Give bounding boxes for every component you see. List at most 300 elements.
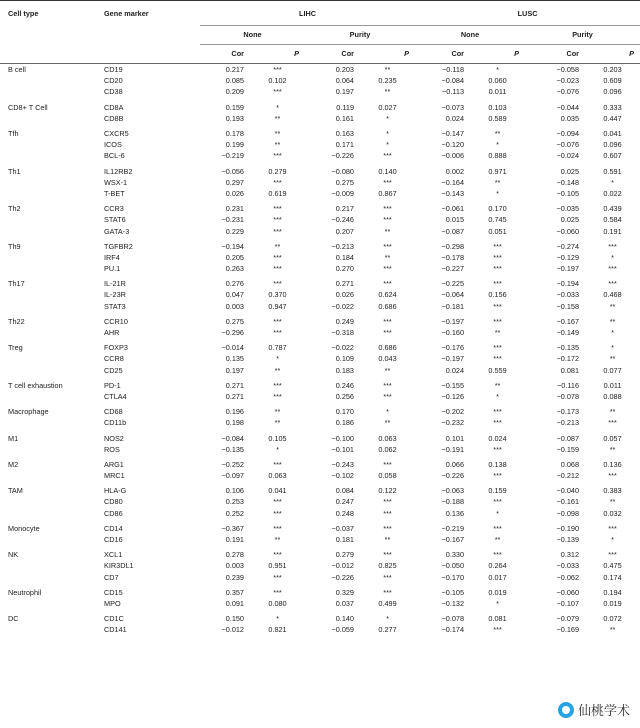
- cell-type: [0, 252, 100, 263]
- p-value: ***: [493, 407, 502, 417]
- cor-value: −0.149: [556, 328, 580, 338]
- p-value: 0.609: [603, 76, 622, 86]
- p-value: ***: [273, 65, 282, 75]
- cor-value: −0.076: [556, 140, 580, 150]
- p-value: 0.024: [488, 433, 507, 443]
- p-value: ***: [493, 418, 502, 428]
- table-row: [0, 519, 640, 534]
- p-value: ***: [493, 252, 502, 262]
- p-value: *: [496, 140, 499, 150]
- p-value: ***: [383, 204, 392, 214]
- cell-type: Th2: [8, 204, 21, 214]
- p-value: 0.011: [603, 380, 622, 390]
- cor-value: 0.171: [335, 140, 354, 150]
- p-value: **: [384, 87, 391, 97]
- p-value: **: [384, 226, 391, 236]
- p-value: 0.447: [603, 113, 622, 123]
- table-row: [0, 312, 640, 327]
- header-lusc: LUSC: [415, 1, 640, 26]
- p-value: 0.559: [488, 365, 507, 375]
- p-value: ***: [383, 550, 392, 560]
- cor-value: −0.174: [441, 625, 465, 635]
- p-value: ***: [273, 508, 282, 518]
- p-value: 0.088: [603, 391, 622, 401]
- p-value: *: [386, 113, 389, 123]
- cor-value: −0.062: [556, 572, 580, 582]
- p-value: 0.591: [603, 166, 622, 176]
- cor-value: −0.040: [556, 486, 580, 496]
- p-value: 0.105: [268, 433, 287, 443]
- cor-value: −0.060: [556, 226, 580, 236]
- cor-value: −0.159: [556, 444, 580, 454]
- p-value: ***: [493, 301, 502, 311]
- p-value: 0.019: [603, 598, 622, 608]
- table-row: [0, 365, 640, 376]
- p-value: 0.159: [488, 486, 507, 496]
- p-value: ***: [273, 264, 282, 274]
- cor-value: −0.178: [441, 252, 465, 262]
- cor-value: 0.197: [225, 365, 244, 375]
- table-row: [0, 199, 640, 214]
- cor-value: 0.163: [335, 129, 354, 139]
- p-value: 0.057: [603, 433, 622, 443]
- p-value: ***: [273, 523, 282, 533]
- p-value: 0.624: [378, 290, 397, 300]
- p-value: ***: [608, 241, 617, 251]
- cor-value: −0.084: [221, 433, 244, 443]
- p-value: ***: [383, 508, 392, 518]
- cell-type: [0, 301, 100, 312]
- p-value: 0.607: [603, 151, 622, 161]
- cor-value: 0.271: [225, 380, 244, 390]
- cor-value: −0.059: [331, 625, 354, 635]
- cor-value: 0.024: [445, 113, 465, 123]
- cor-value: −0.173: [556, 407, 580, 417]
- p-value: **: [384, 65, 391, 75]
- p-value: 0.867: [378, 188, 397, 198]
- table-row: [0, 534, 640, 545]
- cor-value: −0.213: [331, 241, 354, 251]
- p-value: **: [274, 140, 281, 150]
- cor-value: 0.003: [225, 561, 244, 571]
- p-value: 0.619: [268, 188, 287, 198]
- cor-value: 0.026: [225, 188, 244, 198]
- cor-value: −0.226: [331, 572, 354, 582]
- cell-type: TAM: [8, 486, 23, 496]
- p-value: *: [276, 354, 279, 364]
- p-value: 0.081: [488, 614, 507, 624]
- cor-value: 0.329: [335, 587, 354, 597]
- p-value: **: [494, 328, 501, 338]
- p-value: 0.971: [488, 166, 507, 176]
- p-value: **: [609, 354, 616, 364]
- p-value: ***: [273, 391, 282, 401]
- p-value: **: [609, 301, 616, 311]
- table-row: [0, 301, 640, 312]
- p-value: 0.279: [268, 166, 287, 176]
- cor-value: −0.367: [221, 523, 244, 533]
- cor-value: 0.256: [335, 391, 354, 401]
- cell-type: [0, 444, 100, 455]
- cor-value: −0.113: [442, 87, 465, 97]
- cor-value: −0.073: [441, 102, 465, 112]
- cor-value: 0.193: [225, 113, 244, 123]
- p-value: 0.370: [268, 290, 287, 300]
- cell-type: NK: [8, 550, 19, 560]
- table-row: [0, 113, 640, 124]
- cor-value: 0.068: [560, 459, 580, 469]
- cor-value: 0.181: [335, 535, 354, 545]
- p-value: ***: [273, 328, 282, 338]
- gene-marker: ARG1: [104, 459, 124, 469]
- table-row: [0, 470, 640, 481]
- cell-type: [0, 508, 100, 519]
- cor-value: −0.094: [556, 129, 580, 139]
- p-value: ***: [608, 264, 617, 274]
- p-value: 0.103: [488, 102, 507, 112]
- cor-value: 0.186: [335, 418, 354, 428]
- cor-value: 0.312: [560, 550, 580, 560]
- gene-marker: STAT3: [104, 301, 126, 311]
- p-value: **: [494, 380, 501, 390]
- table-row: [0, 353, 640, 364]
- p-value: ***: [273, 459, 282, 469]
- table-row: [0, 560, 640, 571]
- cor-value: 0.199: [225, 140, 244, 150]
- table-row: [0, 64, 640, 76]
- cell-type: Th22: [8, 316, 25, 326]
- cor-value: 0.135: [225, 354, 244, 364]
- cor-value: 0.246: [335, 380, 354, 390]
- p-value: **: [609, 625, 616, 635]
- gene-marker: MPO: [104, 598, 121, 608]
- p-value: ***: [383, 523, 392, 533]
- cell-type: [0, 225, 100, 236]
- p-value: 0.041: [268, 486, 287, 496]
- p-value: ***: [273, 151, 282, 161]
- p-value: **: [494, 535, 501, 545]
- p-value: **: [609, 497, 616, 507]
- gene-marker: CCR8: [104, 354, 124, 364]
- watermark-text: 仙桃学术: [577, 703, 630, 718]
- p-value: **: [384, 252, 391, 262]
- cell-type: [0, 289, 100, 300]
- cor-value: −0.087: [441, 226, 465, 236]
- cor-value: −0.155: [441, 380, 465, 390]
- p-value: *: [276, 444, 279, 454]
- cor-value: −0.225: [441, 279, 465, 289]
- table-row: [0, 86, 640, 97]
- table-row: [0, 225, 640, 236]
- cell-type: [0, 353, 100, 364]
- gene-marker: CD68: [104, 407, 123, 417]
- cor-value: −0.012: [331, 561, 354, 571]
- cor-value: −0.061: [441, 204, 465, 214]
- p-value: 0.043: [378, 354, 397, 364]
- table-row: [0, 214, 640, 225]
- p-value: 0.439: [603, 204, 622, 214]
- cor-value: −0.246: [331, 215, 354, 225]
- p-value: ***: [273, 316, 282, 326]
- cell-type: M2: [8, 459, 19, 469]
- cor-value: −0.033: [556, 561, 580, 571]
- cor-value: −0.243: [331, 459, 354, 469]
- p-value: **: [274, 241, 281, 251]
- table-body: [0, 64, 640, 636]
- cor-value: 0.247: [335, 497, 354, 507]
- cell-type: Macrophage: [8, 407, 49, 417]
- cor-value: −0.190: [556, 523, 580, 533]
- cor-value: −0.232: [441, 418, 465, 428]
- cor-value: −0.181: [441, 301, 465, 311]
- table-row: [0, 609, 640, 624]
- p-value: ***: [493, 343, 502, 353]
- p-value: 0.686: [378, 301, 397, 311]
- gene-marker: CD1C: [104, 614, 124, 624]
- gene-marker: XCL1: [104, 550, 123, 560]
- header-p: P: [250, 45, 305, 64]
- gene-marker: PU.1: [104, 264, 121, 274]
- p-value: 0.787: [268, 343, 287, 353]
- cor-value: 0.249: [335, 316, 354, 326]
- cell-type: [0, 188, 100, 199]
- header-cor: Cor: [525, 45, 585, 64]
- gene-marker: CD38: [104, 87, 123, 97]
- p-value: 0.096: [603, 87, 622, 97]
- cor-value: −0.100: [331, 433, 354, 443]
- p-value: *: [496, 508, 499, 518]
- cor-value: −0.160: [441, 328, 465, 338]
- p-value: ***: [493, 279, 502, 289]
- header-lusc-none: None: [415, 26, 525, 45]
- table-row: [0, 338, 640, 353]
- p-value: *: [386, 140, 389, 150]
- gene-marker: CD11b: [104, 418, 127, 428]
- cor-value: −0.056: [221, 166, 244, 176]
- table-row: [0, 455, 640, 470]
- p-value: ***: [383, 215, 392, 225]
- p-value: ***: [273, 279, 282, 289]
- cor-value: 0.239: [225, 572, 244, 582]
- cor-value: −0.274: [556, 241, 580, 251]
- p-value: ***: [273, 177, 282, 187]
- cell-type: Th9: [8, 241, 21, 251]
- table-row: [0, 139, 640, 150]
- p-value: 0.060: [488, 76, 507, 86]
- cor-value: −0.035: [556, 204, 580, 214]
- cell-type: [0, 75, 100, 86]
- cor-value: 0.278: [225, 550, 244, 560]
- cor-value: −0.219: [441, 523, 465, 533]
- cor-value: −0.080: [331, 166, 354, 176]
- cor-value: −0.147: [441, 129, 465, 139]
- p-value: 0.203: [603, 65, 622, 75]
- cell-type: T cell exhaustion: [8, 380, 63, 390]
- wechat-logo-icon: [558, 702, 574, 718]
- header-cor: Cor: [305, 45, 360, 64]
- table-row: [0, 496, 640, 507]
- cor-value: −0.169: [556, 625, 580, 635]
- table-row: [0, 124, 640, 139]
- cor-value: −0.167: [556, 316, 580, 326]
- p-value: 0.136: [603, 459, 622, 469]
- gene-marker: CCR3: [104, 204, 124, 214]
- header-p: P: [360, 45, 415, 64]
- p-value: ***: [493, 471, 502, 481]
- table-row: [0, 624, 640, 635]
- gene-marker: CD7: [104, 572, 119, 582]
- p-value: *: [611, 177, 614, 187]
- cor-value: 0.119: [336, 102, 354, 112]
- cor-value: −0.318: [331, 328, 354, 338]
- p-value: 0.947: [268, 301, 287, 311]
- p-value: 0.174: [603, 572, 622, 582]
- cor-value: −0.135: [221, 444, 244, 454]
- gene-marker: HLA-G: [104, 486, 127, 496]
- cor-value: −0.105: [441, 587, 465, 597]
- p-value: **: [384, 418, 391, 428]
- cor-value: −0.191: [441, 444, 465, 454]
- gene-marker: CTLA4: [104, 391, 127, 401]
- p-value: *: [496, 391, 499, 401]
- cor-value: −0.194: [556, 279, 580, 289]
- cor-value: 0.178: [225, 129, 244, 139]
- p-value: 0.051: [488, 226, 507, 236]
- table-row: [0, 508, 640, 519]
- p-value: **: [494, 129, 501, 139]
- gene-marker: IL-23R: [104, 290, 126, 300]
- gene-marker: GATA-3: [104, 226, 130, 236]
- cor-value: −0.298: [441, 241, 465, 251]
- cell-type: [0, 139, 100, 150]
- p-value: 0.138: [488, 459, 507, 469]
- p-value: 0.468: [603, 290, 622, 300]
- cor-value: −0.118: [442, 65, 465, 75]
- cor-value: −0.176: [441, 343, 465, 353]
- cor-value: 0.357: [225, 587, 244, 597]
- p-value: 0.333: [603, 102, 622, 112]
- cor-value: −0.022: [331, 301, 354, 311]
- p-value: ***: [273, 226, 282, 236]
- table-row: [0, 162, 640, 177]
- header-lihc-none: None: [200, 26, 305, 45]
- cell-type: Monocyte: [8, 523, 40, 533]
- cor-value: 0.207: [335, 226, 354, 236]
- p-value: 0.951: [268, 561, 287, 571]
- cell-type: [0, 572, 100, 583]
- cor-value: −0.139: [556, 535, 580, 545]
- cor-value: −0.226: [441, 471, 465, 481]
- p-value: ***: [273, 215, 282, 225]
- p-value: 0.027: [378, 102, 397, 112]
- p-value: ***: [383, 380, 392, 390]
- p-value: *: [611, 252, 614, 262]
- cor-value: −0.164: [441, 177, 465, 187]
- cor-value: 0.109: [335, 354, 354, 364]
- cor-value: 0.217: [225, 65, 244, 75]
- cor-value: 0.024: [445, 365, 465, 375]
- cor-value: 0.205: [225, 252, 244, 262]
- p-value: *: [276, 614, 279, 624]
- cor-value: −0.170: [441, 572, 465, 582]
- header-lihc-purity: Purity: [305, 26, 415, 45]
- cor-value: −0.078: [441, 614, 465, 624]
- cor-value: 0.037: [335, 598, 354, 608]
- cor-value: 0.081: [560, 365, 580, 375]
- gene-marker: MRC1: [104, 471, 125, 481]
- cor-value: 0.161: [335, 113, 354, 123]
- cor-value: −0.050: [441, 561, 465, 571]
- cor-value: 0.085: [225, 76, 244, 86]
- cor-value: 0.275: [335, 177, 354, 187]
- p-value: 0.077: [603, 365, 622, 375]
- cor-value: −0.023: [556, 76, 580, 86]
- p-value: 0.102: [268, 76, 287, 86]
- cor-value: −0.101: [331, 444, 354, 454]
- p-value: ***: [493, 316, 502, 326]
- p-value: 0.499: [378, 598, 397, 608]
- p-value: 0.041: [603, 129, 622, 139]
- p-value: ***: [273, 380, 282, 390]
- cell-type: [0, 534, 100, 545]
- cor-value: −0.087: [556, 433, 580, 443]
- p-value: 0.062: [378, 444, 397, 454]
- cor-value: −0.033: [556, 290, 580, 300]
- p-value: **: [274, 365, 281, 375]
- cor-value: 0.159: [225, 102, 244, 112]
- cor-value: 0.170: [335, 407, 354, 417]
- cor-value: 0.183: [335, 365, 354, 375]
- p-value: ***: [273, 587, 282, 597]
- cell-type: [0, 86, 100, 97]
- p-value: ***: [273, 204, 282, 214]
- p-value: ***: [273, 550, 282, 560]
- cor-value: 0.025: [560, 215, 580, 225]
- cor-value: −0.014: [221, 343, 244, 353]
- cor-value: 0.106: [225, 486, 244, 496]
- cell-type: Th17: [8, 279, 25, 289]
- cell-type: Neutrophil: [8, 587, 42, 597]
- table-row: [0, 572, 640, 583]
- table-row: [0, 428, 640, 443]
- p-value: ***: [383, 497, 392, 507]
- cor-value: 0.217: [335, 204, 354, 214]
- p-value: ***: [383, 264, 392, 274]
- p-value: ***: [608, 279, 617, 289]
- header-lusc-purity: Purity: [525, 26, 640, 45]
- table-row: [0, 327, 640, 338]
- gene-marker: ROS: [104, 444, 120, 454]
- cor-value: 0.209: [225, 87, 244, 97]
- table-row: [0, 583, 640, 598]
- p-value: ***: [383, 241, 392, 251]
- p-value: 0.745: [488, 215, 507, 225]
- cor-value: −0.231: [221, 215, 244, 225]
- cor-value: −0.078: [556, 391, 580, 401]
- table-row: [0, 177, 640, 188]
- table-row: [0, 376, 640, 391]
- gene-marker: STAT6: [104, 215, 126, 225]
- cor-value: −0.076: [556, 87, 580, 97]
- cor-value: 0.330: [445, 550, 465, 560]
- p-value: *: [496, 598, 499, 608]
- cell-type: DC: [8, 614, 19, 624]
- p-value: 0.032: [603, 508, 622, 518]
- cor-value: −0.097: [221, 471, 244, 481]
- cor-value: 0.229: [225, 226, 244, 236]
- table-row: [0, 75, 640, 86]
- p-value: ***: [493, 354, 502, 364]
